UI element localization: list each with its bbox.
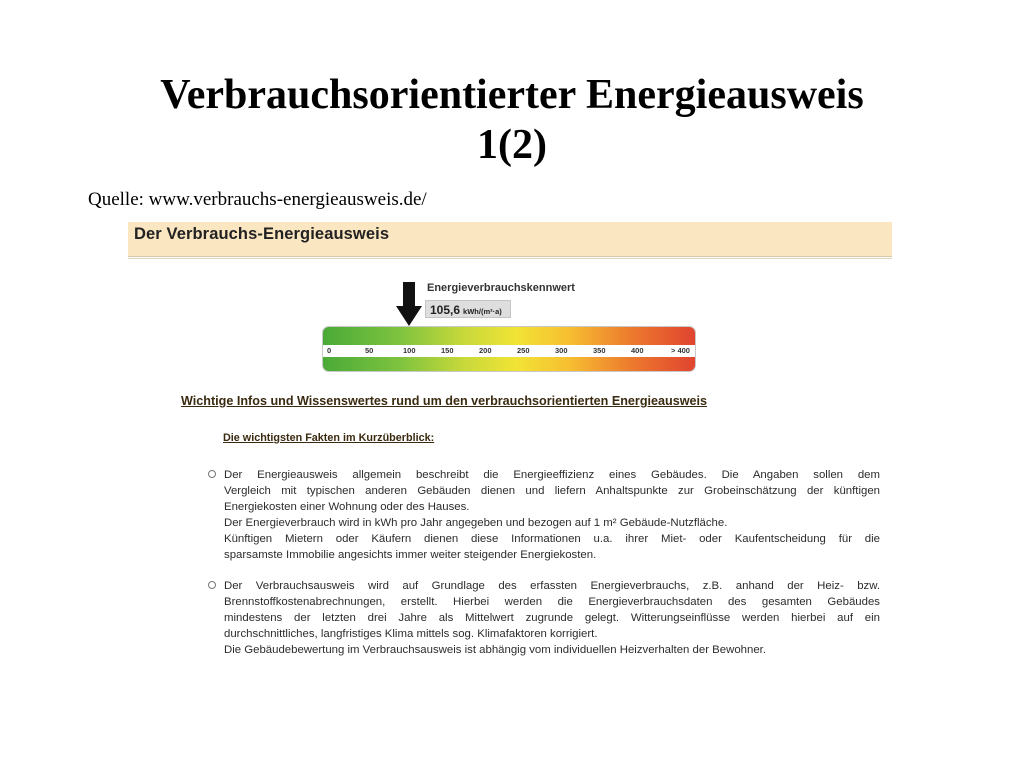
scale-tick-label: 50 (365, 346, 374, 355)
scale-tick-label: 350 (593, 346, 606, 355)
kennwert-unit: kWh/(m²·a) (463, 307, 502, 316)
fact-line: Der Energieausweis allgemein beschreibt die Energieeffizienz eines Gebäudes. Die Angaben sollen dem (224, 469, 880, 481)
scale-tick-label: 400 (631, 346, 644, 355)
facts-list (208, 467, 880, 670)
scale-tick-label: 300 (555, 346, 568, 355)
down-arrow-icon (396, 282, 422, 326)
circle-bullet-icon (208, 581, 216, 589)
panel-title: Der Verbrauchs-Energieausweis (134, 225, 390, 243)
fact-line: Der Verbrauchsausweis wird auf Grundlage des erfassten Energieverbrauchs, z.B. anhand der Heiz- bzw. (224, 579, 880, 592)
fact-line: Künftigen Mietern oder Käufern dienen diese Informationen u.a. ihrer Miet- oder Kaufentscheidung für die (224, 533, 880, 546)
fact-line: sparsamste Immobilie angesichts immer weiter steigender Energiekosten. (224, 549, 597, 562)
source-citation: Quelle: www.verbrauchs-energieausweis.de/ (88, 189, 427, 210)
fact-line: Die Gebäudebewertung im Verbrauchsausweis ist abhängig vom individuellen Heizverhalten der Bewohner. (224, 643, 767, 656)
fact-line: durchschnittliches, langfristiges Klima mittels sog. Klimafaktoren korrigiert. (224, 627, 598, 640)
kennwert-value-box (425, 300, 511, 318)
scale-tick-label: 0 (327, 346, 332, 355)
facts-heading: Die wichtigsten Fakten im Kurzüberblick: (223, 432, 435, 444)
fact-line: Energiekosten einer Wohnung oder des Hauses. (224, 501, 470, 514)
slide-title-line-1: Verbrauchsorientierter Energieausweis (160, 72, 864, 118)
energy-scale-bar (322, 326, 696, 372)
scale-tick-label: 150 (441, 346, 454, 355)
fact-line: Vergleich mit typischen anderen Gebäuden dienen und liefern Anhaltspunkte zur Grobeinschätzung der künftigen (224, 485, 880, 498)
fact-line: Brennstoffkostenabrechnungen, erstellt. Hierbei werden die Energieverbrauchsdaten des gesamten Gebäudes (224, 595, 880, 608)
scale-tick-label: 200 (479, 346, 492, 355)
kennwert-value: 105,6 (430, 303, 461, 317)
fact-item (208, 578, 880, 658)
kennwert-label: Energieverbrauchskennwert (427, 282, 575, 294)
scale-tick-strip (323, 345, 695, 357)
scale-tick-label: 250 (517, 346, 530, 355)
energy-certificate-screenshot (128, 222, 892, 670)
fact-item (208, 467, 880, 564)
slide-title (62, 70, 962, 170)
circle-bullet-icon (208, 470, 216, 478)
info-heading: Wichtige Infos und Wissenswertes rund um den verbrauchsorientierten Energieausweis (181, 394, 708, 408)
slide-title-line-2: 1(2) (477, 122, 547, 168)
fact-line: Der Energieverbrauch wird in kWh pro Jahr angegeben und bezogen auf 1 m² Gebäude-Nutzfläche. (224, 517, 728, 530)
panel-header (128, 222, 892, 257)
scale-tick-label: > 400 (671, 346, 690, 355)
fact-line: mindestens der letzten drei Jahre als Mittelwert zugrunde gelegt. Witterungseinflüsse werden hierbei auf ein (224, 611, 880, 624)
panel-divider (128, 258, 892, 259)
scale-tick-label: 100 (403, 346, 416, 355)
